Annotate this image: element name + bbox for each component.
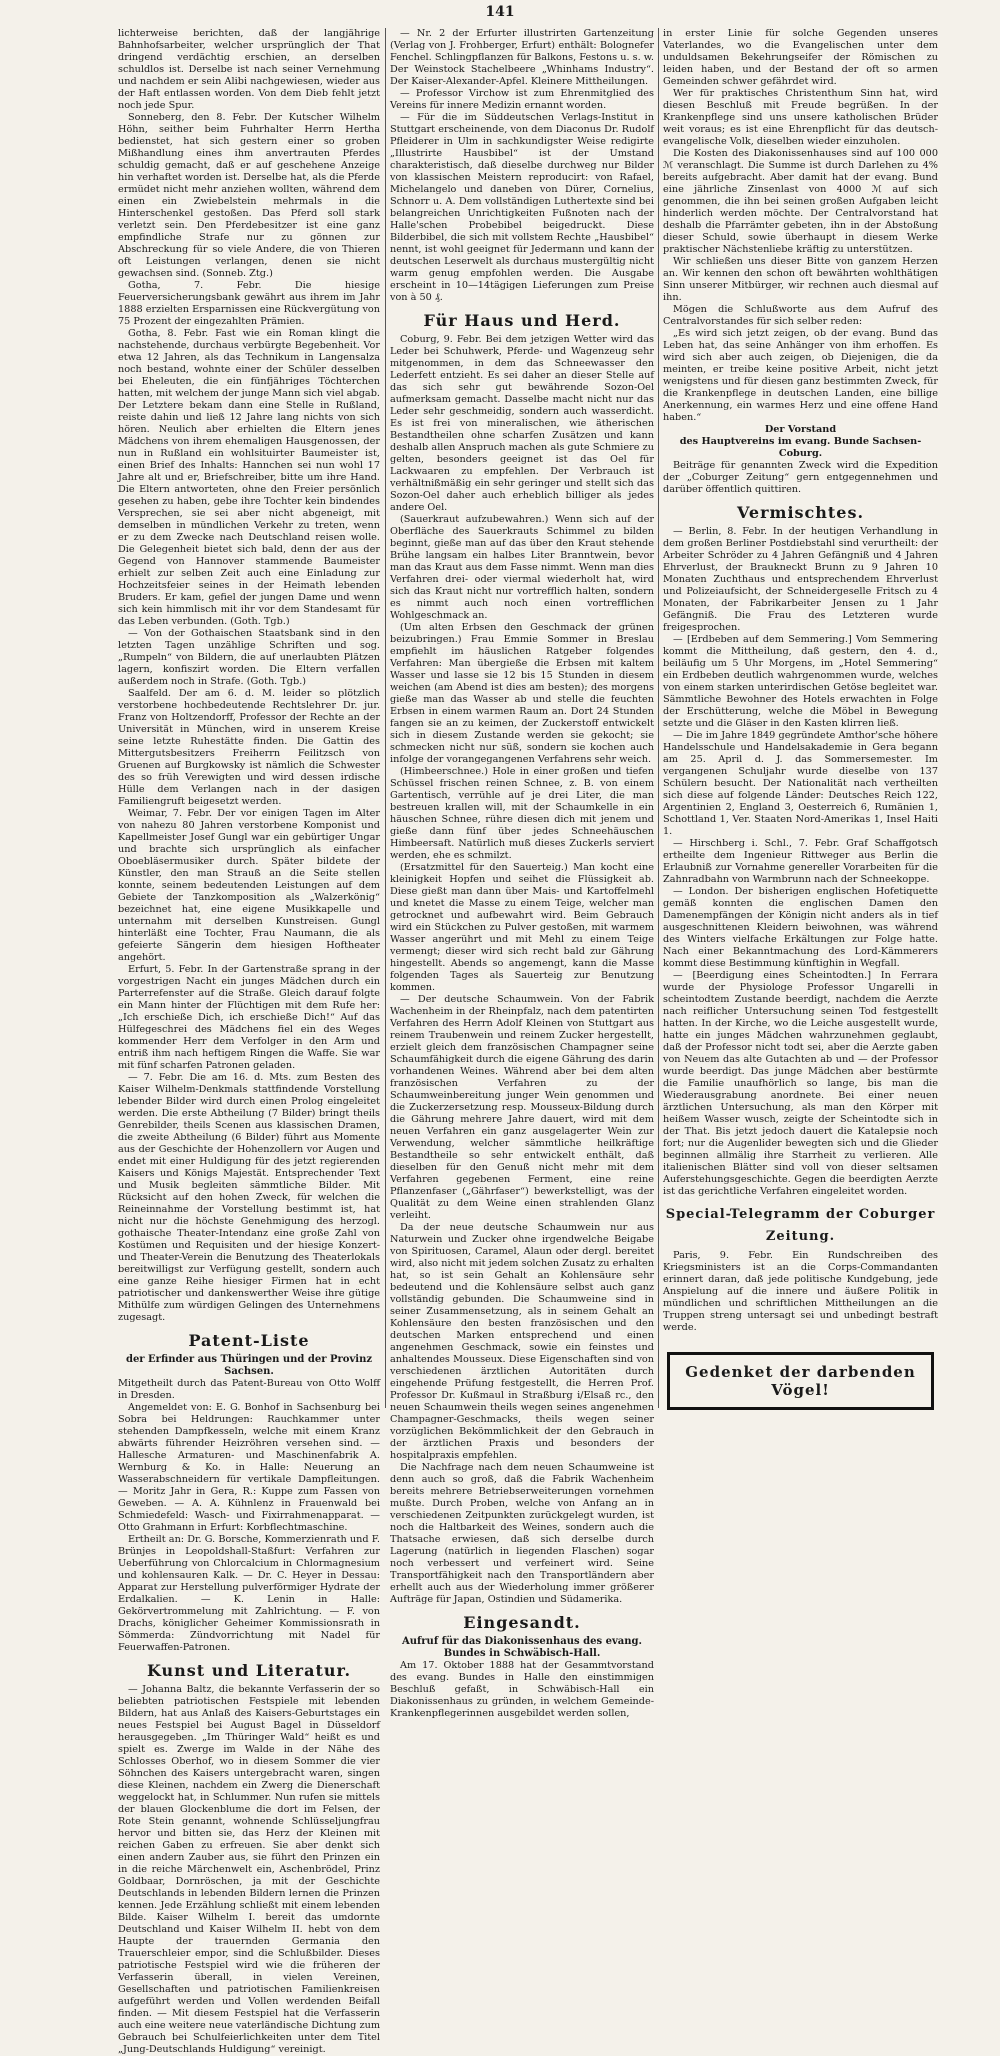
article-paragraph: (Ersatzmittel für den Sauerteig.) Man kocht eine kleinigkeit Hopfen und seihet die Flüssigkeit ab. Diese gießt man dann über Mais- und Kartoffelmehl und knetet die Masse zu einem Teige, welcher man getrocknet und aufbewahrt wird. Beim Gebrauch wird ein Stückchen zu Pulver gestoßen, mit warmem Wasser angerührt und mit Mehl zu einem Teige vermengt; dieser wird sich recht bald zur Gährung hingestellt. Abends so angemengt, kann die Masse folgenden Tages als Sauerteig zur Benutzung kommen. — [390, 862, 654, 993]
article-paragraph: Gotha, 8. Febr. Fast wie ein Roman klingt die nachstehende, durchaus verbürgte Begebenheit. Vor etwa 12 Jahren, als das Technikum in Langensalza noch bestand, wohnte einer der Schüler desselben bei Eheleuten, die ein fünfjähriges Töchterchen hatten, mit welchem der junge Mann sich viel abgab. Der Letztere bekam dann eine Stelle in Rußland, reiste dahin und ließ 12 Jahre lang nichts von sich hören. Neulich aber erhielten die Eltern jenes Mädchens von ihrem ehemaligen Hausgenossen, der nun in Rußland ein wohlsituirter Baumeister ist, einen Brief des Inhalts: Hannchen sei nun wohl 17 Jahre alt und er, Briefschreiber, bitte um ihre Hand. Die Eltern antworteten, ohne den Freier persönlich gesehen zu haben, gebe ihre Tochter kein bindendes Versprechen, sie sei aber nicht abgeneigt, mit demselben in mündlichen Verkehr zu treten, wenn er zu dem Zwecke nach Deutschland reisen wolle. Die Gelegenheit bietet sich bald, denn der aus der Gegend von Hannover stammende Baumeister erhielt zur selben Zeit auch eine Einladung zur Hochzeitsfeier seines in der Heimath lebenden Bruders. Er kam, gefiel der jungen Dame und wenn sich kein himmlisch mit ihr vor dem Standesamt für das Leben verbunden. (Goth. Tgb.) — [118, 328, 380, 627]
article-paragraph: — Professor Virchow ist zum Ehrenmitglied des Vereins für innere Medizin ernannt worden. — [390, 88, 654, 111]
article-paragraph: — Von der Gothaischen Staatsbank sind in den letzten Tagen unzählige Schriften und sog. „Rumpeln“ von Bildern, die auf unerlaubten Plätzen lagern, konfiszirt worden. Die Eltern verfallen außerdem noch in Strafe. (Goth. Tgb.) — [118, 628, 380, 687]
article-paragraph: Weimar, 7. Febr. Der vor einigen Tagen im Alter von nahezu 80 Jahren verstorbene Komponist und Kapellmeister Josef Gungl war ein gebürtiger Ungar und brachte sich ursprünglich als einfacher Oboebläsermusiker durch. Später bildete der Künstler, den man Strauß an die Seite stellen konnte, seinem bedeutenden Leistungen auf dem Gebiete der Tanzkomposition als „Walzerkönig“ bezeichnet hat, eine eigene Musikkapelle und unternahm mit derselben Kunstreisen. Gungl hinterläßt eine Tochter, Frau Naumann, die als gefeierte Sängerin dem hiesigen Hoftheater angehört. — [118, 808, 380, 963]
section-subheading: der Erfinder aus Thüringen und der Provinz Sachsen. — [125, 1354, 373, 1377]
article-paragraph: Mitgetheilt durch das Patent-Bureau von Otto Wolff in Dresden. — [118, 1378, 380, 1401]
article-paragraph: „Es wird sich jetzt zeigen, ob der evang. Bund das Leben hat, das seine Anhänger von ihm erhoffen. Es wird sich aber auch zeigen, ob Diejenigen, die da meinten, er treibe keine positive Arbeit, nicht jetzt wenigstens und für diesen ganz bestimmten Zweck, für die Krankenpflege in deutschen Landen, eine billige Anerkennung, ein warmes Herz und eine offene Hand haben.“ — [663, 328, 938, 423]
section-heading-telegramm: Special-Telegramm der Coburger Zeitung. — [665, 1207, 936, 1244]
article-paragraph: Sonneberg, den 8. Febr. Der Kutscher Wilhelm Höhn, seither beim Fuhrhalter Herrn Hertha bedienstet, hat sich gestern einer so groben Mißhandlung eines ihm anvertrauten Pferdes schuldig gemacht, daß er auf geschehene Anzeige hin verhaftet worden ist. Derselbe hat, als die Pferde ermüdet nicht mehr anziehen wollten, während dem einen ein Zwiebelstein mehrmals in die Hinterschenkel gestoßen. Das Pferd soll stark verletzt sein. Den Pferdebesitzer ist eine ganz empfindliche Strafe nur zu gönnen zur Abschreckung für so viele Andere, die von Thieren oft Leistungen verlangen, denen sie nicht gewachsen sind. (Sonneb. Ztg.) — [118, 112, 380, 279]
article-paragraph: Paris, 9. Febr. Ein Rundschreiben des Kriegsministers ist an die Corps-Commandanten erinnert daran, daß jede politische Kundgebung, jede Anspielung auf die innere und äußere Politik in mündlichen und schriftlichen Mittheilungen an die Truppen streng untersagt sei und unbedingt bestraft werde. — [663, 1250, 938, 1333]
article-paragraph: Angemeldet von: E. G. Bonhof in Sachsenburg bei Sobra bei Heldrungen: Rauchkammer unter stehenden Dampfkesseln, welche mit einem Kranz abwärts führender Heizröhren versehen sind. — Hallesche Armaturen- und Maschinenfabrik A. Wernburg & Ko. in Halle: Neuerung an Wasserabschneidern für vertikale Dampfleitungen. — Moritz Jahr in Gera, R.: Kuppe zum Fassen von Geweben. — A. A. Kühnlenz in Frauenwald bei Schmiedefeld: Wasch- und Fixirrahmenapparat. — Otto Grahmann in Erfurt: Korbflechtmaschine. — [118, 1402, 380, 1533]
article-paragraph: in erster Linie für solche Gegenden unseres Vaterlandes, wo die Evangelischen unter dem unduldsamen Bekehrungseifer der Römischen zu leiden haben, und der Bestand der oft so armen Gemeinden schwer gefährdet wird. — [663, 28, 938, 87]
article-paragraph: Wer für praktisches Christenthum Sinn hat, wird diesen Beschluß mit Freude begrüßen. In der Krankenpflege sind uns unsere katholischen Brüder weit voraus; es ist eine Ehrenpflicht für das deutsch-evangelische Volk, dieselben wieder einzuholen. — [663, 88, 938, 147]
section-heading-vermischtes: Vermischtes. — [736, 503, 865, 522]
article-paragraph: Da der neue deutsche Schaumwein nur aus Naturwein und Zucker ohne irgendwelche Beigabe von Spirituosen, Caramel, Alaun oder dergl. bereitet wird, also nicht mit jedem solchen Zusatz zu erhalten hat, so ist sein Gehalt an Kohlensäure sehr bedeutend und die Kohlensäure selbst auch ganz vollständig gebunden. Die Schaumweine sind in seiner Zusammensetzung, als in seinem Gehalt an Kohlensäure den besten französischen und den deutschen Marken entsprechend und einen angenehmen Geschmack, sowie ein feinstes und anhaltendes Mousseux. Diese Eigenschaften sind von verschiedenen ärztlichen Autoritäten durch eingehende Prüfung festgestellt, die Herren Prof. Professor Dr. Kußmaul in Straßburg i/Elsaß rc., den neuen Schaumwein theils wegen seines angenehmen Champagner-Geschmacks, theils wegen seiner vorzüglichen Bekömmlichkeit der den Gebrauch in der ärztlichen Praxis und besonders der hospitalpraxis empfehlen. — [390, 1222, 654, 1461]
article-paragraph: — Für die im Süddeutschen Verlags-Institut in Stuttgart erscheinende, von dem Diaconus Dr. Rudolf Pfleiderer in Ulm in sachkundigster Weise redigirte „Illustrirte Hausbibel“ ist der Umstand charakteristisch, daß dieselbe durchweg nur Bilder von klassischen Meistern reproducirt: von Rafael, Michelangelo und daneben von Dürer, Cornelius, Schnorr u. A. Dem vollständigen Luthertexte sind bei belangreichen Unrichtigkeiten Fußnoten nach der Halle'schen Probebibel beigedruckt. Diese Bilderbibel, die sich mit vollstem Rechte „Hausbibel“ nennt, ist wohl geeignet für Jedermann und kann der deutschen Leserwelt als durchaus mustergültig nicht warm genug empfohlen werden. Die Ausgabe erscheint in 10—14tägigen Lieferungen zum Preise von à 50 ₰. — [390, 112, 654, 303]
article-paragraph: Beiträge für genannten Zweck wird die Expedition der „Coburger Zeitung“ gern entgegennehmen und darüber öffentlich quittiren. — [663, 460, 938, 495]
article-paragraph: Die Nachfrage nach dem neuen Schaumweine ist denn auch so groß, daß die Fabrik Wachenheim bereits mehrere Betriebserweiterungen vornehmen mußte. Durch Proben, welche von Anfang an in verschiedenen Zeitpunkten zurückgelegt wurden, ist noch die Haltbarkeit des Weines, sondern auch die Thatsache erwiesen, daß sich derselbe durch Lagerung (natürlich in liegenden Flaschen) sogar noch verbessert und verfeinert wird. Seine Transportfähigkeit nach den Transportländern aber erhellt auch aus der Wiederholung immer größerer Aufträge für Japan, Ostindien und Südamerika. — [390, 1462, 654, 1605]
article-paragraph: Wir schließen uns dieser Bitte von ganzem Herzen an. Wir kennen den schon oft bewährten wohlthätigen Sinn unserer Mitbürger, wir rechnen auch diesmal auf ihn. — [663, 256, 938, 303]
section-heading-eingesandt: Eingesandt. — [463, 1613, 581, 1632]
article-paragraph: — 7. Febr. Die am 16. d. Mts. zum Besten des Kaiser Wilhelm-Denkmals stattfindende Vorstellung lebender Bilder wird durch einen Prolog eingeleitet werden. Die erste Abtheilung (7 Bilder) bringt theils Genrebilder, theils Scenen aus klassischen Dramen, die zweite Abtheilung (6 Bilder) führt aus Momente aus der Geschichte der Hohenzollern vor Augen und endet mit einer Huldigung für des jetzt regierenden Kaisers und Königs Majestät. Entsprechender Text und Musik begleiten sämmtliche Bilder. Mit Rücksicht auf den hohen Zweck, für welchen die Reineinnahme der Vorstellung bestimmt ist, hat nicht nur die höchste Genehmigung des herzogl. gothaische Theater-Intendanz eine große Zahl von Kostümen und Requisiten und der hiesige Konzert- und Theater-Verein die Benutzung des Theaterlokals bereitwilligst zur Verfügung gestellt, sondern auch eine ganze Reihe hiesiger Firmen hat in echt patriotischer und dankenswerther Weise ihre gütige Mithülfe zum würdigen Gelingen des Unternehmens zugesagt. — [118, 1072, 380, 1323]
article-paragraph: — Hirschberg i. Schl., 7. Febr. Graf Schaffgotsch ertheilte dem Ingenieur Rittweger aus Berlin die Erlaubniß zur Vornahme genereller Vorarbeiten für die Zahnradbahn von Warmbrunn nach der Schneekoppe. — [663, 838, 938, 885]
article-paragraph: — Nr. 2 der Erfurter illustrirten Gartenzeitung (Verlag von J. Frohberger, Erfurt) enthält: Bolognefer Fenchel. Schlingpflanzen für Balkons, Festons u. s. w. Der Weinstock Stachelbeere „Whinhams Industry“. Der Kaiser-Alexander-Apfel. Kleinere Mittheilungen. — [390, 28, 654, 87]
article-paragraph: — Der deutsche Schaumwein. Von der Fabrik Wachenheim in der Rheinpfalz, nach dem patentirten Verfahren des Herrn Adolf Kleinen von Stuttgart aus reinem Traubenwein und reinem Zucker hergestellt, erzielt gleich dem französischen Champagner seine Schaumfähigkeit durch die eigene Gährung des darin vorhandenen Weines. Während aber bei dem alten französischen Verfahren zu der Schaumweinbereitung junger Wein genommen und die Zuckerzersetzung resp. Mousseux-Bildung durch die Gährung mehrere Jahre dauert, wird mit dem neuen Verfahren ein ganz ausgelagerter Wein zur Verwendung, welcher sämmtliche heilkräftige Bestandtheile so sehr entwickelt enthält, daß dieselben für den Genuß nicht mehr mit dem Verfahren gegebenen Ferment, eine reine Pflanzenfaser („Gährfaser“) bewerkstelligt, was der Qualität zu dem Weine einen strahlenden Glanz verleiht. — [390, 994, 654, 1221]
section-heading-patent: Patent-Liste — [188, 1331, 310, 1350]
article-paragraph: Mögen die Schlußworte aus dem Aufruf des Centralvorstandes für sich selber reden: — [663, 304, 938, 327]
article-paragraph: — [Beerdigung eines Scheintodten.] In Ferrara wurde der Physiologe Professor Ungarelli in scheintodtem Zustande beerdigt, nachdem die Aerzte nach reiflicher Untersuchung seinen Tod festgestellt hatten. In der Kirche, wo die Leiche ausgestellt wurde, hatte ein junges Mädchen wahrzunehmen geglaubt, daß der Professor nicht todt sei, aber die Aerzte gaben von Neuem das alte Gutachten ab und — der Professor wurde beerdigt. Das junge Mädchen aber bestürmte die Familie unaufhörlich so lange, bis man die Wiederausgrabung anordnete. Bei einer neuen ärztlichen Untersuchung, als man den Körper mit heißem Wasser wusch, zeigte der Scheintodte sich in der That. Bis jetzt jedoch dauert die Katalepsie noch fort; nur die Augenlider bewegten sich und die Glieder beginnen allmälig ihre Starrheit zu verlieren. Alle italienischen Blätter sind voll von dieser seltsamen Auferstehungsgeschichte. Gegen die beerdigten Aerzte ist das gerichtliche Verfahren eingeleitet worden. — [663, 970, 938, 1197]
article-paragraph: Coburg, 9. Febr. Bei dem jetzigen Wetter wird das Leder bei Schuhwerk, Pferde- und Wagenzeug sehr mitgenommen, in dem das Schneewasser den Lederfett entzieht. Es sei daher an dieser Stelle auf das sich sehr gut bewährende Sozon-Oel aufmerksam gemacht. Dasselbe macht nicht nur das Leder sehr geschmeidig, sondern auch wasserdicht. Es ist frei von mineralischen, wie ätherischen Bestandtheilen ohne scharfen Zusätzen und kann deshalb allen Anspruch machen als gute Schmiere zu gelten, besonders geeignet ist das Oel für Lackwaaren zu empfehlen. Der Verbrauch ist verhältnißmäßig ein sehr geringer und stellt sich das Sozon-Oel daher auch erheblich billiger als jedes andere Oel. — [390, 334, 654, 513]
article-paragraph: Erfurt, 5. Febr. In der Gartenstraße sprang in der vorgestrigen Nacht ein junges Mädchen durch ein Parterrefenster auf die Straße. Gleich darauf folgte ein Mann hinter der Flüchtigen mit dem Rufe her: „Ich erschieße Dich, ich erschieße Dich!“ Auf das Hülfegeschrei des Mädchens fiel ein des Weges kommender Herr dem Verfolger in den Arm und entriß ihm nach heftigem Ringen die Waffe. Sie war mit fünf scharfen Patronen geladen. — [118, 964, 380, 1071]
column-middle — [390, 28, 654, 1719]
article-paragraph: — Die im Jahre 1849 gegründete Amthor'sche höhere Handelsschule und Handelsakademie in Gera begann am 25. April d. J. das Sommersemester. Im vergangenen Schuljahr wurde dieselbe von 137 Schülern besucht. Der Nationalität nach vertheilten sich diese auf folgende Länder: Deutsches Reich 122, Argentinien 2, England 3, Oesterreich 6, Rumänien 1, Schottland 1, Ver. Staaten Nord-Amerikas 1, Insel Haiti 1. — [663, 730, 938, 837]
article-paragraph: Am 17. Oktober 1888 hat der Gesammtvorstand des evang. Bundes in Halle den einstimmigen Beschluß gefaßt, in Schwäbisch-Hall ein Diakonissenhaus zu gründen, in welchem Gemeinde-Krankenpflegerinnen ausgebildet werden sollen, — [390, 1660, 654, 1719]
article-paragraph: Die Kosten des Diakonissenhauses sind auf 100 000 ℳ veranschlagt. Die Summe ist durch Darlehen zu 4% bereits aufgebracht. Aber damit hat der evang. Bund eine jährliche Zinsenlast von 4000 ℳ auf sich genommen, die ihn bei seinen großen Aufgaben leicht hinderlich werden möchte. Der Centralvorstand hat deshalb die Pfarrämter gebeten, ihn in der Abstoßung dieser Schuld, sowie überhaupt in diesem Werke praktischer Nächstenliebe kräftig zu unterstützen. — [663, 148, 938, 255]
boxed-notice: Gedenket der darbenden Vögel! — [667, 1352, 934, 1410]
article-paragraph: Ertheilt an: Dr. G. Borsche, Kommerzienrath und F. Brünjes in Leopoldshall-Staßfurt: Verfahren zur Ueberführung von Chlorcalcium in Chlormagnesium und kohlensauren Kalk. — Dr. C. Heyer in Dessau: Apparat zur Herstellung pulverförmiger Hydrate der Erdalkalien. — K. Lenin in Halle: Gekörvertrommelung mit Zahlrichtung. — F. von Drachs, königlicher Geheimer Kommissionsrath in Sömmerda: Zündvorrichtung mit Nadel für Feuerwaffen-Patronen. — [118, 1534, 380, 1653]
column-rule — [385, 28, 386, 1408]
article-paragraph: (Um alten Erbsen den Geschmack der grünen beizubringen.) Frau Emmie Sommer in Breslau empfiehlt im häuslichen Ratgeber folgendes Verfahren: Man übergieße die Erbsen mit kaltem Wasser und lasse sie 12 bis 15 Stunden in diesem weichen (am Abend ist dies am besten); des morgens gieße man das Wasser ab und stelle die feuchten Erbsen in einem warmen Raum an. Dort 24 Stunden fangen sie an zu keimen, der Zuckerstoff entwickelt sich in diesem Zustande werden sie gekocht; sie schmecken nicht nur süß, sondern sie kochen auch infolge der vorangegangenen Verfahrens sehr weich. — [390, 622, 654, 765]
section-heading-kunst: Kunst und Literatur. — [146, 1661, 352, 1680]
article-paragraph: — Johanna Baltz, die bekannte Verfasserin der so beliebten patriotischen Festspiele mit lebenden Bildern, hat aus Anlaß des Kaisers-Geburtstages ein neues Festspiel bei August Bagel in Düsseldorf herausgegeben. „Im Thüringer Wald“ heißt es und spielt es. Zwerge im Walde in der Nähe des Schlosses Oberhof, wo in diesem Sommer die vier Söhnchen des Kaisers untergebracht waren, singen diese Kleinen, nachdem ein Zwerg die Dienerschaft weggelockt hat, in Schlummer. Nun rufen sie mittels der blauen Glockenblume die dort im Felsen, der Rote Stein genannt, wohnende Schlüsseljungfrau hervor und bitten sie, das Herz der Kleinen mit reichen Gaben zu erfreuen. Sie aber denkt sich einen andern Zauber aus, sie führt den Prinzen ein in die reiche Märchenwelt ein, Aschenbrödel, Prinz Goldbaar, Dornröschen, ja mit der Geschichte Deutschlands in lebenden Bildern lernen die Prinzen kennen. Jede Erzählung schließt mit einem lebenden Bilde. Kaiser Wilhelm I. bereit das umdornte Deutschland und Kaiser Wilhelm II. hebt von dem Haupte der trauernden Germania den Trauerschleier empor, sind die Schlußbilder. Dieses patriotische Festspiel wird wie die früheren der Verfasserin überall, in vielen Vereinen, Gesellschaften und patriotischen Familienkreisen aufgeführt werden und Vollen werdenden Beifall finden. — Mit diesem Festspiel hat die Verfasserin auch eine weitere neue vaterländische Dichtung zum Gebrauch bei Schulfeierlichkeiten unter dem Titel „Jung-Deutschlands Huldigung“ vereinigt. — [118, 1684, 380, 2055]
article-paragraph: lichterweise berichten, daß der langjährige Bahnhofsarbeiter, welcher ursprünglich der That dringend verdächtig erschien, an derselben schuldlos ist. Derselbe ist nach seiner Vernehmung und nachdem er sein Alibi nachgewiesen, wieder aus der Haft entlassen worden. Von dem Dieb fehlt jetzt noch jede Spur. — [118, 28, 380, 111]
page-number: 141 — [485, 4, 515, 20]
signature-line: Der Vorstand — [764, 424, 837, 435]
article-paragraph: — [Erdbeben auf dem Semmering.] Vom Semmering kommt die Mittheilung, daß gestern, den 4. d., beiläufig um 5 Uhr Morgens, im „Hotel Semmering“ ein Erdbeben deutlich wahrgenommen wurde, welches von einem starken unterirdischen Getöse begleitet war. Sämmtliche Bewohner des Hotels erwachten in Folge der Erschütterung, welche die Möbel in Bewegung setzte und die Gläser in den Kasten klirren ließ. — [663, 634, 938, 729]
article-paragraph: (Sauerkraut aufzubewahren.) Wenn sich auf der Oberfläche des Sauerkrauts Schimmel zu bilden beginnt, gieße man auf das über den Kraut stehende Brühe langsam ein halbes Liter Branntwein, bevor man das Kraut aus dem Fasse nimmt. Wenn man dies Verfahren drei- oder viermal wiederholt hat, wird sich das Kraut nicht nur vortrefflich halten, sondern es nimmt auch noch einen vortrefflichen Wohlgeschmack an. — [390, 514, 654, 621]
section-subheading: Aufruf für das Diakonissenhaus des evang. Bundes in Schwäbisch-Hall. — [401, 1636, 643, 1659]
column-rule — [658, 28, 659, 1408]
section-heading-haus: Für Haus und Herd. — [423, 311, 621, 330]
article-paragraph: Gotha, 7. Febr. Die hiesige Feuerversicherungsbank gewährt aus ihrem im Jahr 1888 erzielten Ersparnissen eine Rückvergütung von 75 Prozent der eingezahlten Prämien. — [118, 280, 380, 327]
column-left — [118, 28, 380, 2055]
column-right — [663, 28, 938, 1408]
article-paragraph: — London. Der bisherigen englischen Hofetiquette gemäß konnten die englischen Damen den Damenempfängen der Königin nicht anders als in tief ausgeschnittenen Kleidern beiwohnen, was während des Winters vielfache Erkältungen zur Folge hatte. Nach einer Bekanntmachung des Lord-Kämmerers kommt diese Bestimmung künftighin in Wegfall. — [663, 886, 938, 969]
article-paragraph: — Berlin, 8. Febr. In der heutigen Verhandlung in dem großen Berliner Postdiebstahl sind verurtheilt: der Arbeiter Schröder zu 4 Jahren Gefängniß und 4 Jahren Ehrverlust, der Braukneckt Brunn zu 9 Jahren 10 Monaten Zuchthaus und entsprechendem Ehrverlust und Polizeiaufsicht, der Schneidergeselle Fritsch zu 4 Monaten, der Fabrikarbeiter Jensen zu 1 Jahr Gefängniß. Die Frau des Letzteren wurde freigesprochen. — [663, 526, 938, 633]
article-paragraph: Saalfeld. Der am 6. d. M. leider so plötzlich verstorbene hochbedeutende Rechtslehrer Dr. jur. Franz von Holtzendorff, Professor der Rechte an der Universität in München, wird in unserem Kreise seine letzte Ruhestätte finden. Die Gattin des Mittergutsbesitzers Freiherrn Feilitzsch von Gruenen auf Burgkowsky ist nämlich die Schwester des so früh Verewigten und wird dessen irdische Hülle dem Verlangen nach in der dasigen Familiengruft beigesetzt werden. — [118, 688, 380, 807]
signature-line: des Hauptvereins im evang. Bunde Sachsen-Coburg. — [679, 436, 922, 459]
article-paragraph: (Himbeerschnee.) Hole in einer großen und tiefen Schüssel frischen reinen Schnee, z. B. von einem Gartentisch, verrühle auf je drei Liter, die man bestreuen krallen will, mit der Schaumkelle in ein häuschen Schnee, rühre diesen dich mit jenem und gieße dann fünf über jedes Schneehäuschen Himbeersaft. Natürlich muß dieses Zuckerls serviert werden, ehe es schmilzt. — [390, 766, 654, 861]
